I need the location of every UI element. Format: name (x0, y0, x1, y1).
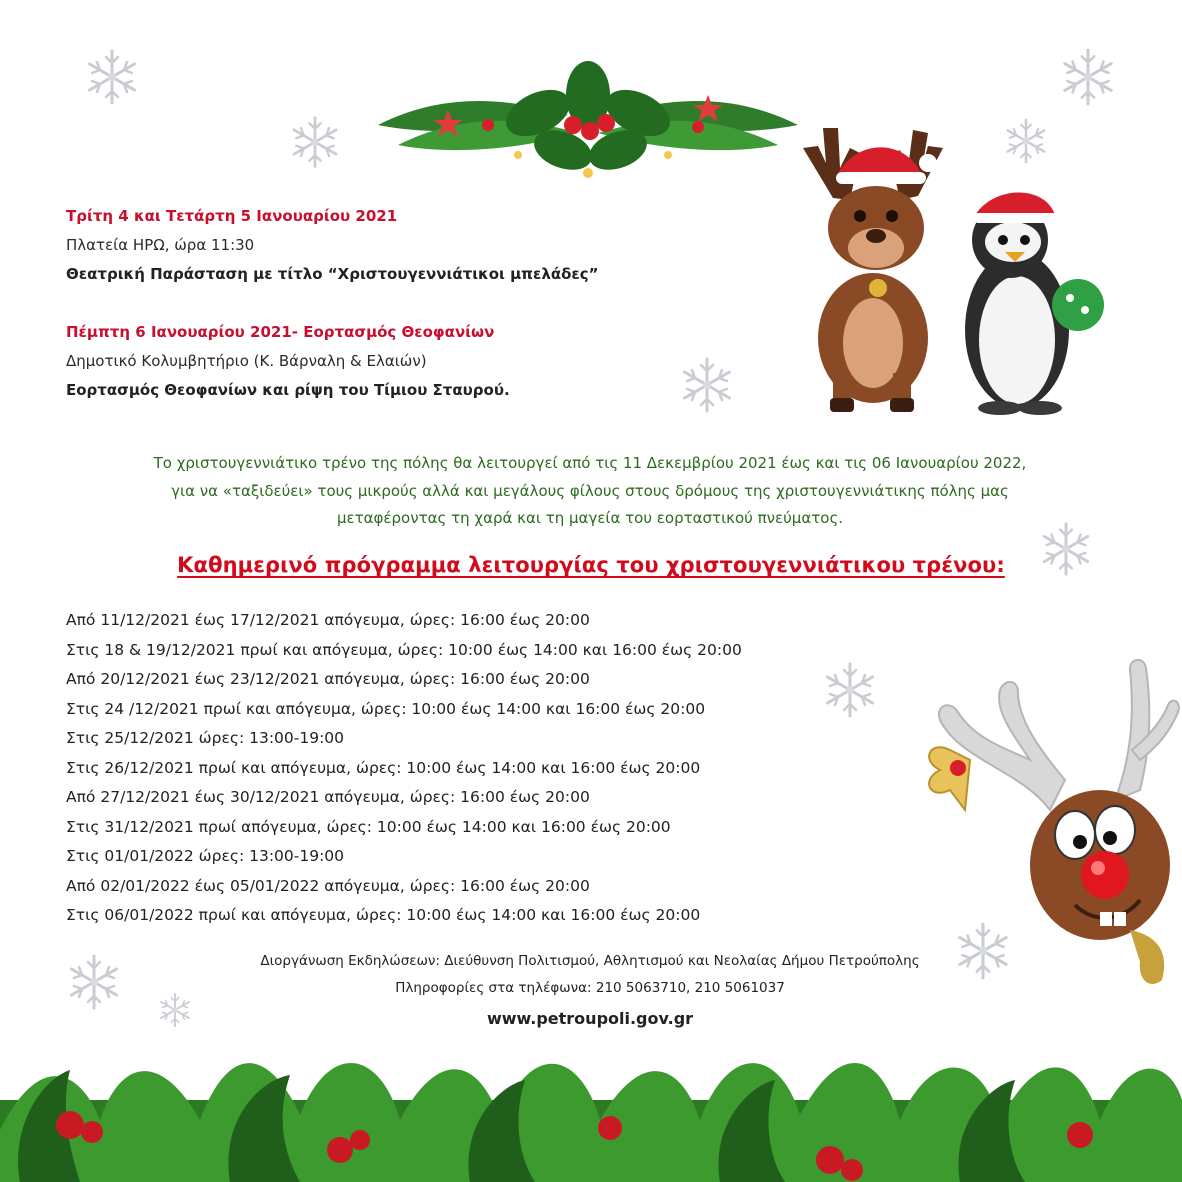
event-2-date: Πέμπτη 6 Ιανουαρίου 2021- Εορτασμός Θεοφανίων (66, 323, 495, 341)
schedule-item: Από 11/12/2021 έως 17/12/2021 απόγευμα, ώρες: 16:00 έως 20:00 (66, 611, 590, 629)
schedule-item: Στις 06/01/2022 πρωί και απόγευμα, ώρες: 10:00 έως 14:00 και 16:00 έως 20:00 (66, 906, 701, 924)
reindeer-icon (900, 650, 1182, 995)
website-link[interactable]: www.petroupoli.gov.gr (486, 1009, 694, 1028)
snowflake-icon (818, 658, 882, 722)
snowflake-icon (1000, 115, 1052, 167)
event-1-title: Θεατρική Παράσταση με τίτλο “Χριστουγεννιάτικοι μπελάδες” (66, 265, 599, 283)
schedule-item: Από 20/12/2021 έως 23/12/2021 απόγευμα, ώρες: 16:00 έως 20:00 (66, 670, 590, 688)
phones-text: Πληροφορίες στα τηλέφωνα: 210 5063710, 210 5061037 (395, 980, 785, 996)
schedule-list (66, 606, 826, 931)
schedule-item: Στις 31/12/2021 πρωί απόγευμα, ώρες: 10:00 έως 14:00 και 16:00 έως 20:00 (66, 817, 671, 836)
intro-line-3: μεταφέροντας τη χαρά και τη μαγεία του εορταστικού πνεύματος. (336, 509, 844, 527)
schedule-item: Στις 26/12/2021 πρωί και απόγευμα, ώρες: 10:00 έως 14:00 και 16:00 έως 20:00 (66, 758, 701, 777)
schedule-item: Στις 25/12/2021 ώρες: 13:00-19:00 (66, 729, 345, 747)
snowflake-icon (1055, 44, 1121, 110)
intro-line-2: για να «ταξιδεύει» τους μικρούς αλλά και μεγάλους φίλους στους δρόμους της χριστουγεννιάτικης πόλης μας (171, 481, 1009, 500)
schedule-item: Από 27/12/2021 έως 30/12/2021 απόγευμα, ώρες: 16:00 έως 20:00 (66, 788, 590, 806)
organizer-text: Διοργάνωση Εκδηλώσεων: Διεύθυνση Πολιτισμού, Αθλητισμού και Νεολαίας Δήμου Πετρούπολης (260, 953, 920, 969)
event-2-title: Εορτασμός Θεοφανίων και ρίψη του Τίμιου Σταυρού. (66, 381, 510, 399)
holly-border-icon (0, 1010, 1182, 1182)
event-2-place: Δημοτικό Κολυμβητήριο (Κ. Βάρναλη & Ελαιών) (66, 352, 427, 370)
events-section (66, 202, 686, 405)
event-1-date: Τρίτη 4 και Τετάρτη 5 Ιανουαρίου 2021 (66, 207, 398, 225)
holly-garland-icon (378, 55, 798, 200)
event-1-place: Πλατεία ΗΡΩ, ώρα 11:30 (66, 236, 255, 254)
penguin-icon (955, 180, 1110, 416)
schedule-item: Στις 01/01/2022 ώρες: 13:00-19:00 (66, 847, 345, 865)
schedule-item: Στις 24 /12/2021 πρωί και απόγευμα, ώρες: 10:00 έως 14:00 και 16:00 έως 20:00 (66, 699, 706, 718)
train-intro (90, 450, 1090, 533)
schedule-heading: Καθημερινό πρόγραμμα λειτουργίας του χριστουγεννιάτικου τρένου: (177, 553, 1005, 577)
schedule-item: Από 02/01/2022 έως 05/01/2022 απόγευμα, ώρες: 16:00 έως 20:00 (66, 876, 590, 895)
schedule-item: Στις 18 & 19/12/2021 πρωί και απόγευμα, ώρες: 10:00 έως 14:00 και 16:00 έως 20:00 (66, 640, 742, 659)
intro-line-1: Το χριστουγεννιάτικο τρένο της πόλης θα λειτουργεί από τις 11 Δεκεμβρίου 2021 έως και τις 06 Ιανουαρίου 2022, (153, 454, 1027, 472)
reindeer-icon (778, 108, 978, 418)
snowflake-icon (80, 45, 144, 109)
snowflake-icon (285, 112, 345, 172)
snowflake-icon (62, 950, 126, 1014)
